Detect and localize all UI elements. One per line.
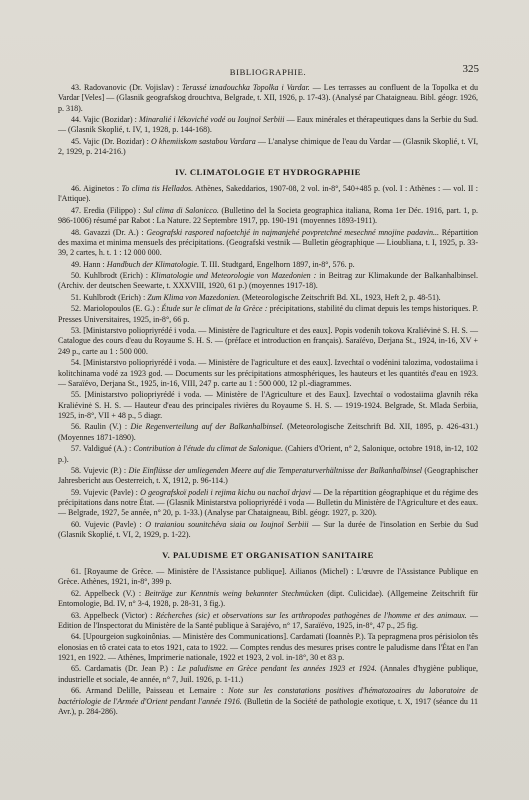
entry-number: 45. xyxy=(71,136,82,146)
entry-author: Eredia (Filippo) : xyxy=(83,205,141,215)
page-number: 325 xyxy=(462,63,479,75)
bibliography-entry xyxy=(58,228,478,259)
bibliography-entry xyxy=(58,358,478,389)
entry-details: Répartition des maxima et minima mensuels des précipitations. (Geografski vestnik — Bulletin géographique — Lioubliana, t. I, 1925, p. 33-39, 2 cartes, h. t. 1 : 12 000 000. xyxy=(58,227,478,258)
bibliography-entry xyxy=(58,422,478,443)
bibliography-entry xyxy=(58,567,478,588)
entry-author: Cardamatis (Dr. Jean P.) : xyxy=(84,664,174,674)
entry-title: Die Regenverteilung auf der Balkanhalbinsel. xyxy=(130,422,284,432)
entry-title: Terassé iznadouchka Topolka i Vardar. xyxy=(182,83,310,92)
entry-number: 65. xyxy=(71,664,82,674)
entry-title: Contribution à l'étude du climat de Salonique. xyxy=(133,444,283,454)
bibliography-entry xyxy=(58,137,478,158)
entry-details: T. III. Studtgard, Engelhorn 1897, in-8°, 576. p. xyxy=(200,259,355,269)
entry-number: 44. xyxy=(71,115,82,125)
entry-author: Appelbeck (V.) : xyxy=(84,588,142,598)
bibliography-entry xyxy=(58,632,478,663)
entry-author: Valdigué (A.) : xyxy=(83,444,132,454)
entry-number: 48. xyxy=(71,227,82,237)
bibliography-entry xyxy=(58,390,478,421)
entry-number: 59. xyxy=(71,487,82,497)
bibliography-entry xyxy=(58,304,478,325)
entry-details: Ministère de l'agriculture et des eaux]. Popis vodenih tokova Kraliévinė S. H. S. — Catalogue des cours d'eau du Royaume S. H. S. — (préface et introduction en français). Saraïévo, Derjana St., 1924, in-16, XV + 249 p., carte au 1 : 500 000. xyxy=(58,326,478,356)
entry-title: Handbuch der Klimatologie. xyxy=(106,259,200,269)
entry-details: Athènes, Sakeddarios, 1907-08, 2 vol. in-8°, 540+485 p. (vol. I : Athènes : — vol. II : l'Attique). xyxy=(58,183,478,204)
entry-author: [Ministarstvo poliopriyrédé i voda. — xyxy=(84,390,213,400)
entry-title: Le paludisme en Grèce pendant les années 1923 et 1924. xyxy=(177,664,377,674)
entry-details: (Geographischer Jahresbericht aus Oesterreich, t. X, 1912, p. 96-114.) xyxy=(58,466,479,486)
entry-title: Minaralié i lékoviché vodé ou Ioujnoï Serbiii xyxy=(139,115,285,125)
entry-author: Vujevic (P.) : xyxy=(83,466,127,475)
bibliography-entry xyxy=(58,206,478,227)
entry-number: 61. xyxy=(71,566,82,576)
entry-author: [Upourgeion sugkoinônias. — xyxy=(83,632,181,642)
entry-details: Ministère des Communications]. Cardamati (Ioannès P.). Ta pepragmena pros périsiolon tês elonosias en tô cratei cata to etos 1921, cata to 1922. — Comptes rendus des mesures prises contre le paludisme dans l'État en l'an 1921, en 1922. — Athènes, Imprimerie nationale, 1922 et 1923, 2 vol. in-18°, 30 et 83 p. xyxy=(58,632,478,662)
entry-number: 52. xyxy=(71,304,82,314)
entry-details: (dipt. Culicidae). (Allgemeine Zeitschrift für Entomologie, Bd. IV, n° 3-4, 1928, p. 28-31, 3 fig.). xyxy=(58,588,478,609)
entry-title: Étude sur le climat de la Grèce : xyxy=(161,304,268,314)
entry-number: 54. xyxy=(71,358,82,368)
entry-details: (Bulletin de la Société de pathologie exotique, t. X, 1917 (séance du 11 Avr.), p. 284-286). xyxy=(58,696,479,716)
entry-author: Gavazzi (Dr. A.) : xyxy=(83,227,144,237)
bibliography-entry xyxy=(58,271,478,292)
entry-number: 43. xyxy=(71,83,82,92)
entry-author: Vujevic (Pavle) : xyxy=(83,487,138,497)
entry-number: 51. xyxy=(71,292,82,302)
entry-title: Klimatologie und Meteorologie von Mazedonien : xyxy=(150,271,317,281)
entry-details: (Cahiers d'Orient, n° 2, Salonique, octobre 1918, in-12, 102 p.). xyxy=(58,444,478,464)
entry-author: Radovanovic (Dr. Vojislav) : xyxy=(84,83,180,92)
entry-author: Vujevic (Pavle) : xyxy=(84,519,142,529)
entry-details: (Meteorologische Zeitschrift Bd. XII, 1895, p. 426-431.) (Moyennes 1871-1890). xyxy=(58,422,479,442)
entry-details: Ministère de l'agriculture et des eaux]. Izvechtaï o vodénini talozima, vodostaiima i kolitchinama vodé za 1923 god. — Documents sur les précipitations atmosphériques, les hauteurs et les quantités d'eau en 1923. — Saraïévo, Derjana St., 1925, in-16, VIII, 247 p. carte au 1 : 500 000, 12 pl.-diagrammes. xyxy=(58,358,479,388)
entry-details: (Meteorologische Zeitschrift Bd. XL, 1923, Heft 2, p. 48-51). xyxy=(242,292,441,302)
entry-number: 56. xyxy=(71,422,82,432)
bibliography-entry xyxy=(58,326,478,357)
entry-author: Kuhlbrodt (Erich) : xyxy=(83,292,146,302)
entry-author: Mariolopoulos (E. G.) : xyxy=(83,304,160,314)
section-heading: V. PALUDISME ET ORGANISATION SANITAIRE xyxy=(162,549,374,560)
entry-details: — Sur la durée de l'insolation en Serbie du Sud (Glasnik Skoplié, t. VI, 2, 1929, p. 1-22). xyxy=(58,519,478,540)
entry-details: (Annales d'hygiène publique, industrielle et sociale, 4e année, n° 7, Juil. 1926, p. 1-11.) xyxy=(58,664,479,684)
bibliography-entry xyxy=(58,260,478,270)
entry-title: Beiträge zur Kenntnis weing bekannter Stechmücken xyxy=(144,588,324,598)
entry-details: — De la répartition géographique et du régime des précipitations dans notre État. — (Glasnik Ministarstva poliopriyrédé i voda — Bulletin du Ministère de l'Agriculture et des eaux. — Belgrade, 1927, 5e année, n° 20, p. 1-33.) (Analyse par Chataigneau, Bibl. géogr. 1927, p. 320). xyxy=(58,487,479,518)
entry-number: 57. xyxy=(71,444,82,454)
entry-title: Die Einflüsse der umliegenden Meere auf die Temperaturverhältnisse der Balkanhalbinsel xyxy=(128,466,423,475)
entry-number: 62. xyxy=(71,588,82,598)
entry-number: 63. xyxy=(71,610,82,620)
bibliography-entry xyxy=(58,83,478,114)
entry-details: Ministère de l'Agriculture et des Eaux]. Izvechtaï o vodostaiima glavnih réka Kraliévinė S. H. S. — Hauteur d'eau des principales rivières du Royaume S. H. S. — 1919-1924. Belgrade, St. Mlada Serbiia, 1925, in-8°, VII + 48 p., 5 diagr. xyxy=(58,390,478,420)
entry-number: 55. xyxy=(71,390,82,400)
bibliography-entry xyxy=(58,444,478,465)
running-header xyxy=(58,63,479,80)
entry-title: O geografskoï podeli i rejima kichu ou nachoï drjavi xyxy=(140,487,311,497)
entry-number: 47. xyxy=(71,205,82,215)
entry-number: 58. xyxy=(71,466,82,475)
bibliography-entry xyxy=(58,589,478,610)
entry-author: Vajic (Bozidar) : xyxy=(83,115,137,125)
entry-number: 53. xyxy=(71,326,82,336)
entry-details: (Bulletino del la Societa geographica italiana, Roma 1er Déc. 1916, part. 1, p. 986-1006) résumé par Rabot : La Nature. 22 Septembre 1917, pp. 190-191 (moyennes 1893-1911). xyxy=(58,205,478,226)
bibliography-entry xyxy=(58,611,478,632)
entry-details: in Beitrag zur Klimakunde der Balkanhalbinsel. (Archiv. der deutschen Seewarte, t. XXXVIII, 1920, 61 p.) (moyennes 1917-18). xyxy=(58,271,479,291)
entry-author: Kuhlbrodt (Erich) : xyxy=(84,271,148,281)
entry-number: 60. xyxy=(71,519,82,529)
bibliography-entry xyxy=(58,115,478,136)
entry-number: 50. xyxy=(71,271,82,281)
entry-author: [Ministarstvo poliopriyrédé i voda. — xyxy=(83,326,207,336)
entry-author: Aiginetos : xyxy=(83,183,120,193)
bibliography-entry xyxy=(58,520,478,541)
bibliography-entry xyxy=(58,184,478,205)
entry-title: Zum Klima von Mazedonien. xyxy=(147,292,241,302)
bibliography-entry xyxy=(58,664,478,685)
entry-title: Note sur les constatations positives d'hématozoaires du laboratoire de bactériologie de l'Armée d'Orient pendant l'année 1916. xyxy=(58,686,478,706)
entry-details: — Les terrasses au confluent de la Topolka et du Vardar [Veles] — (Glasnik geografskog drouchtva, Belgrade, t. XII, 1926, p. 17-43). (Analysé par Chataigneau. Bibl. géogr. 1926, p. 318). xyxy=(58,83,479,113)
entry-details: — L'analyse chimique de l'eau du Vardar — (Glasnik Skoplié, t. VI, 2, 1929, p. 214-216.) xyxy=(58,136,479,157)
entry-title: Récherches (sic) et observations sur les arthropodes pathogènes de l'homme et des animaux. xyxy=(155,610,467,620)
entry-author: Appelbeck (Victor) : xyxy=(83,610,153,620)
entry-author: Hann : xyxy=(83,259,105,269)
entry-number: 46. xyxy=(71,183,82,193)
running-title: BIBLIOGRAPHIE. xyxy=(229,67,307,77)
entry-author: [Ministarstvo poliopriyrédé i voda. — xyxy=(83,358,207,368)
entry-number: 64. xyxy=(71,632,82,642)
bibliography-body xyxy=(58,83,478,717)
entry-details: — Edition de l'Inspectorat du Ministère de la Santé publique à Sarajévo, n° 17, Saraïévo, 1925, in-8°, 47 p., 25 fig. xyxy=(58,610,478,630)
bibliography-entry xyxy=(58,466,478,487)
bibliography-entry xyxy=(58,293,478,303)
entry-details: Ministère de l'Assistance publique]. Ailianos (Michel) : L'œuvre de l'Assistance Publique en Grèce. Athènes, 1921, in-8°, 399 p. xyxy=(58,566,479,587)
entry-title: Sul clima di Salonicco. xyxy=(143,205,219,215)
entry-details: précipitations, stabilité du climat depuis les temps historiques. P. Presses Universitaires, 1925, in-8°, 66 p. xyxy=(58,304,479,324)
bibliography-entry xyxy=(58,686,478,717)
entry-details: — Eaux minérales et thérapeutiques dans la Serbie du Sud. — (Glasnik Skoplié, t. IV, 1, 1928, p. 144-168). xyxy=(58,115,479,135)
entry-title: O khemiiskom sastabou Vardara xyxy=(151,136,256,146)
entry-author: Vajic (Dr. Bozidar) : xyxy=(83,136,149,146)
entry-title: To clima tis Hellados. xyxy=(121,183,194,193)
entry-author: Armand Delille, Paisseau et Lemaire : xyxy=(85,686,224,696)
entry-number: 66. xyxy=(71,686,82,696)
entry-title: O traianiou sounitchéva siaia ou Ioujnoï Serbiii xyxy=(145,519,309,529)
entry-author: Raulin (V.) : xyxy=(84,422,128,432)
entry-title: Geografski raspored nafoetchjé in najmanjehé povpretchné mesechné mnojine padavin... xyxy=(146,227,440,237)
section-heading: IV. CLIMATOLOGIE ET HYDROGRAPHIE xyxy=(175,166,361,177)
entry-number: 49. xyxy=(71,259,82,269)
bibliography-entry xyxy=(58,488,478,519)
entry-author: [Royaume de Grèce. — xyxy=(84,566,165,576)
